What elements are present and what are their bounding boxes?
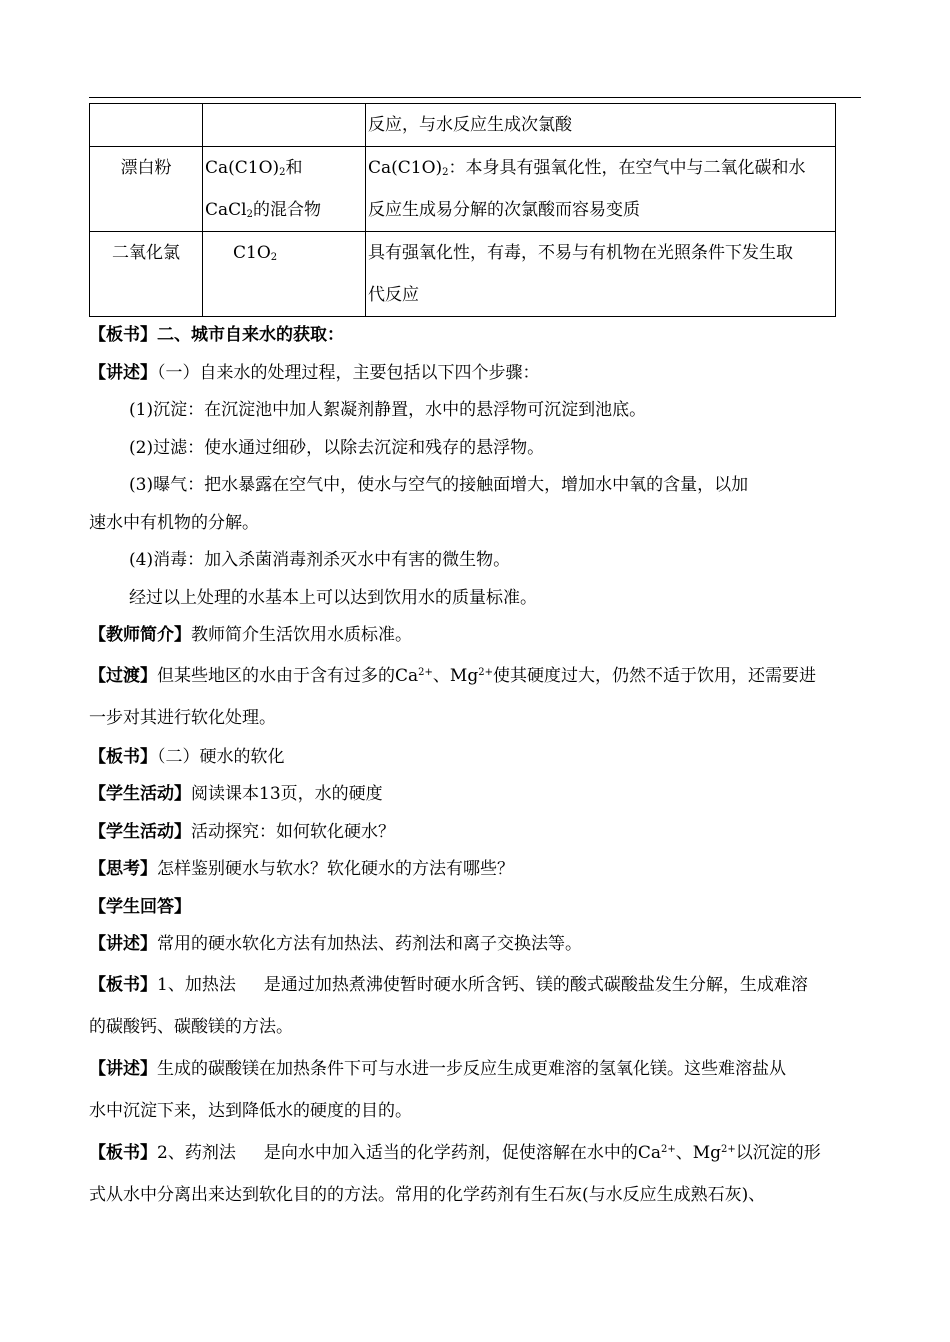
paragraph	[89, 814, 864, 852]
text: 怎样鉴别硬水与软水？软化硬水的方法有哪些？	[157, 859, 514, 879]
header-rule	[89, 97, 861, 98]
table-cell-desc	[366, 104, 836, 147]
desc-line: 代反应	[368, 285, 419, 305]
tag: 【教师简介】	[89, 625, 191, 645]
desc-line: 反应生成易分解的次氯酸而容易变质	[368, 200, 640, 220]
paragraph: (2)过滤：使水通过细砂，以除去沉淀和残存的悬浮物。	[129, 437, 545, 458]
desc-line: 反应，与水反应生成次氯酸	[368, 115, 572, 135]
formula-subscript: 2	[279, 167, 286, 178]
tag: 【板书】	[89, 1142, 157, 1163]
formula-text: Ca(C1O)	[205, 158, 280, 178]
text: 但某些地区的水由于含有过多的Ca	[157, 665, 419, 686]
paragraph	[89, 1132, 864, 1174]
desc-line: 具有强氧化性，有毒，不易与有机物在光照条件下发生取	[368, 243, 793, 263]
formula-subscript: 2	[246, 209, 253, 220]
table-cell-name: 漂白粉	[90, 147, 203, 232]
paragraph: 的碳酸钙、碳酸镁的方法。	[89, 1016, 293, 1037]
paragraph	[89, 776, 864, 814]
tag: 【讲述】	[89, 362, 157, 383]
tag: 【讲述】	[89, 934, 157, 954]
text: 阅读课本13页，水的硬度	[191, 784, 383, 804]
table-cell-formula	[203, 147, 366, 232]
tag: 【过渡】	[89, 665, 157, 686]
tag: 【学生活动】	[89, 784, 191, 804]
text: 常用的硬水软化方法有加热法、药剂法和离子交换法等。	[157, 934, 582, 954]
table-cell-desc	[366, 147, 836, 232]
paragraph: (1)沉淀：在沉淀池中加人絮凝剂静置，水中的悬浮物可沉淀到池底。	[129, 400, 647, 420]
tag: 【板书】	[89, 974, 157, 995]
table-row	[90, 232, 836, 317]
superscript: 2+	[660, 1143, 676, 1155]
superscript: 2+	[478, 666, 493, 678]
formula-text: CaCl	[205, 200, 247, 220]
tag: 【板书】	[89, 325, 157, 345]
formula-text: C1O	[233, 243, 271, 263]
paragraph	[89, 617, 864, 655]
text: 活动探究：如何软化硬水？	[191, 821, 395, 842]
text: 1、加热法	[157, 974, 236, 995]
tag: 【学生活动】	[89, 821, 191, 842]
text: 是向水中加入适当的化学药剂，促使溶解在水中的Ca	[263, 1142, 661, 1163]
paragraph	[89, 655, 864, 697]
formula-subscript: 2	[442, 167, 449, 178]
paragraph: (3)曝气：把水暴露在空气中，使水与空气的接触面增大，增加水中氧的含量，以加	[129, 475, 749, 495]
table-cell-desc	[366, 232, 836, 317]
table-cell-formula	[203, 104, 366, 147]
tag: 【讲述】	[89, 1058, 157, 1079]
tag: 【思考】	[89, 859, 157, 879]
paragraph: 经过以上处理的水基本上可以达到饮用水的质量标准。	[129, 587, 537, 608]
formula-text: 和	[285, 158, 303, 178]
text: 是通过加热煮沸使暂时硬水所含钙、镁的酸式碳酸盐发生分解，生成难溶	[263, 974, 808, 995]
table-cell-name: 二氧化氯	[90, 232, 203, 317]
text: 以沉淀的形	[735, 1142, 821, 1163]
superscript: 2+	[418, 666, 433, 678]
text: 生成的碳酸镁在加热条件下可与水进一步反应生成更难溶的氢氧化镁。这些难溶盐从	[157, 1058, 786, 1079]
table-cell-formula	[203, 232, 366, 317]
paragraph	[89, 851, 864, 889]
heading: 二、城市自来水的获取：	[157, 325, 344, 345]
formula-subscript: 2	[270, 252, 278, 263]
formula-text: 的混合物	[252, 200, 321, 220]
paragraph: 水中沉淀下来，达到降低水的硬度的目的。	[89, 1100, 412, 1121]
text: 教师简介生活饮用水质标准。	[191, 625, 412, 645]
table-row	[90, 104, 836, 147]
text: 使其硬度过大，仍然不适于饮用，还需要进	[492, 665, 816, 686]
paragraph: 式从水中分离出来达到软化目的的方法。常用的化学药剂有生石灰(与水反应生成熟石灰)、	[89, 1184, 766, 1205]
text: 2、药剂法	[157, 1142, 236, 1163]
tag: 【板书】	[89, 746, 157, 767]
paragraph: 一步对其进行软化处理。	[89, 707, 276, 728]
paragraph	[89, 355, 864, 393]
text: 、Mg	[432, 665, 479, 686]
lesson-body	[89, 317, 864, 1216]
tag: 【学生回答】	[89, 896, 191, 917]
paragraph	[89, 317, 864, 355]
table-cell-name	[90, 104, 203, 147]
formula-text: Ca(C1O)	[368, 158, 443, 178]
paragraph: (4)消毒：加入杀菌消毒剂杀灭水中有害的微生物。	[129, 550, 511, 570]
table-row	[90, 147, 836, 232]
desc-line: ：本身具有强氧化性，在空气中与二氧化碳和水	[448, 158, 806, 178]
chlorine-compounds-table	[89, 103, 836, 317]
paragraph	[89, 889, 864, 927]
paragraph	[89, 1048, 864, 1090]
superscript: 2+	[721, 1143, 736, 1155]
text: （二）硬水的软化	[157, 746, 285, 767]
paragraph	[89, 964, 864, 1006]
text: 、Mg	[675, 1142, 722, 1163]
paragraph	[89, 739, 864, 777]
text: （一）自来水的处理过程，主要包括以下四个步骤：	[157, 362, 540, 383]
paragraph	[89, 926, 864, 964]
paragraph: 速水中有机物的分解。	[89, 512, 259, 533]
